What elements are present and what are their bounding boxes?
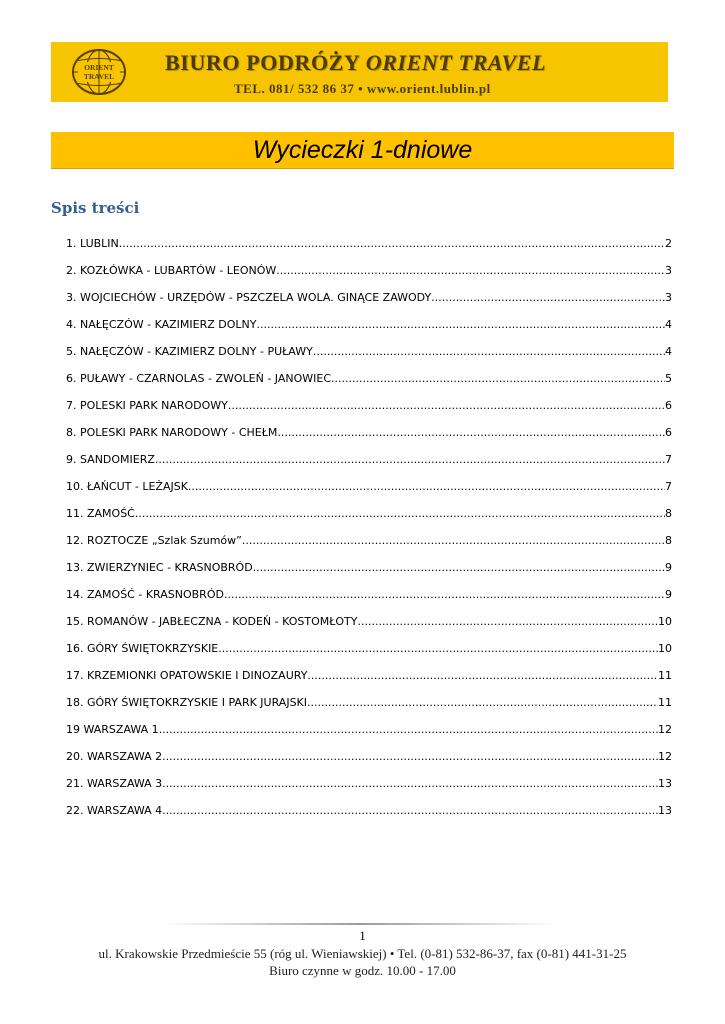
toc-dot-leader xyxy=(159,723,658,736)
toc-entry[interactable] xyxy=(66,318,672,345)
toc-entry-label: 4. NAŁĘCZÓW - KAZIMIERZ DOLNY xyxy=(66,318,257,331)
toc-entry-label: 3. WOJCIECHÓW - URZĘDÓW - PSZCZELA WOLA. GINĄCE ZAWODY xyxy=(66,291,432,304)
toc-entry-page: 8 xyxy=(665,507,672,520)
toc-dot-leader xyxy=(188,480,665,493)
toc-entry-label: 10. ŁAŃCUT - LEŻAJSK xyxy=(66,480,188,493)
toc-dot-leader xyxy=(276,264,665,277)
toc-entry[interactable] xyxy=(66,642,672,669)
toc-entry-page: 7 xyxy=(665,480,672,493)
toc-dot-leader xyxy=(242,534,665,547)
toc-entry-page: 11 xyxy=(658,696,672,709)
toc-entry-label: 14. ZAMOŚĆ - KRASNOBRÓD xyxy=(66,588,224,601)
toc-entry-page: 10 xyxy=(658,615,672,628)
toc-heading: Spis treści xyxy=(51,199,140,217)
toc-entry-label: 11. ZAMOŚĆ xyxy=(66,507,135,520)
toc-entry-page: 12 xyxy=(658,750,672,763)
toc-entry[interactable] xyxy=(66,480,672,507)
document-title: Wycieczki 1-dniowe xyxy=(252,136,473,164)
toc-entry-page: 6 xyxy=(665,426,672,439)
toc-dot-leader xyxy=(277,426,665,439)
toc-entry[interactable] xyxy=(66,588,672,615)
toc-entry-label: 8. POLESKI PARK NARODOWY - CHEŁM xyxy=(66,426,278,439)
toc-entry-label: 20. WARSZAWA 2 xyxy=(66,750,163,763)
toc-dot-leader xyxy=(155,453,665,466)
toc-entry[interactable] xyxy=(66,534,672,561)
toc-dot-leader xyxy=(313,345,665,358)
toc-dot-leader xyxy=(135,507,665,520)
toc-entry[interactable] xyxy=(66,345,672,372)
toc-entry-label: 5. NAŁĘCZÓW - KAZIMIERZ DOLNY - PUŁAWY xyxy=(66,345,313,358)
document-title-bar xyxy=(51,132,674,169)
toc-dot-leader xyxy=(119,237,665,250)
toc-entry[interactable] xyxy=(66,372,672,399)
toc-dot-leader xyxy=(307,669,658,682)
toc-entry-page: 11 xyxy=(658,669,672,682)
toc-entry-page: 8 xyxy=(665,534,672,547)
toc-entry-page: 4 xyxy=(665,318,672,331)
toc-entry-page: 13 xyxy=(658,777,672,790)
toc-entry-label: 6. PUŁAWY - CZARNOLAS - ZWOLEŃ - JANOWIEC xyxy=(66,372,332,385)
toc-entry[interactable] xyxy=(66,696,672,723)
toc-entry-label: 9. SANDOMIERZ xyxy=(66,453,155,466)
toc-dot-leader xyxy=(162,750,658,763)
toc-entry-page: 10 xyxy=(658,642,672,655)
toc-entry[interactable] xyxy=(66,777,672,804)
toc-entry[interactable] xyxy=(66,723,672,750)
logo-text-line-1: ORIENT xyxy=(84,63,114,72)
agency-contact: TEL. 081/ 532 86 37 • www.orient.lublin.pl xyxy=(234,81,491,96)
toc-entry[interactable] xyxy=(66,291,672,318)
toc-entry[interactable] xyxy=(66,669,672,696)
toc-entry-label: 2. KOZŁÓWKA - LUBARTÓW - LEONÓW xyxy=(66,264,277,277)
toc-dot-leader xyxy=(228,399,665,412)
toc-dot-leader xyxy=(218,642,658,655)
logo-text-line-2: TRAVEL xyxy=(83,72,115,81)
toc-dot-leader xyxy=(358,615,659,628)
toc-entry[interactable] xyxy=(66,750,672,777)
toc-entry-page: 2 xyxy=(665,237,672,250)
toc-entry-label: 18. GÓRY ŚWIĘTOKRZYSKIE I PARK JURAJSKI xyxy=(66,696,308,709)
toc-entry-label: 21. WARSZAWA 3 xyxy=(66,777,163,790)
toc-entry[interactable] xyxy=(66,561,672,588)
toc-entry-label: 12. ROZTOCZE „Szlak Szumów” xyxy=(66,534,242,547)
toc-entry-page: 5 xyxy=(665,372,672,385)
toc-dot-leader xyxy=(431,291,665,304)
toc-entry-label: 13. ZWIERZYNIEC - KRASNOBRÓD xyxy=(66,561,253,574)
toc-entry[interactable] xyxy=(66,804,672,831)
toc-entry-label: 7. POLESKI PARK NARODOWY xyxy=(66,399,228,412)
toc-entry[interactable] xyxy=(66,507,672,534)
agency-name-italic: ORIENT TRAVEL xyxy=(365,50,547,75)
footer-office-hours: Biuro czynne w godz. 10.00 - 17.00 xyxy=(269,963,456,978)
toc-dot-leader xyxy=(307,696,658,709)
toc-entry[interactable] xyxy=(66,453,672,480)
toc-dot-leader xyxy=(331,372,665,385)
toc-entry[interactable] xyxy=(66,426,672,453)
toc-entry-page: 4 xyxy=(665,345,672,358)
toc-entry-label: 16. GÓRY ŚWIĘTOKRZYSKIE xyxy=(66,642,219,655)
footer-divider xyxy=(160,923,560,925)
globe-logo-icon xyxy=(71,48,127,96)
toc-dot-leader xyxy=(224,588,665,601)
page-number: 1 xyxy=(359,928,366,943)
table-of-contents xyxy=(66,237,672,831)
toc-entry-label: 22. WARSZAWA 4 xyxy=(66,804,163,817)
toc-entry-page: 9 xyxy=(665,588,672,601)
toc-entry-page: 7 xyxy=(665,453,672,466)
toc-entry-label: 1. LUBLIN xyxy=(66,237,119,250)
agency-name xyxy=(165,50,546,76)
toc-entry-page: 6 xyxy=(665,399,672,412)
toc-entry[interactable] xyxy=(66,237,672,264)
toc-entry[interactable] xyxy=(66,264,672,291)
toc-entry-page: 3 xyxy=(665,291,672,304)
toc-entry-label: 17. KRZEMIONKI OPATOWSKIE I DINOZAURY xyxy=(66,669,308,682)
toc-entry-page: 13 xyxy=(658,804,672,817)
toc-dot-leader xyxy=(162,804,658,817)
toc-dot-leader xyxy=(253,561,665,574)
toc-entry-label: 15. ROMANÓW - JABŁECZNA - KODEŃ - KOSTOMŁOTY xyxy=(66,615,358,628)
header-banner xyxy=(51,42,668,102)
toc-entry-page: 12 xyxy=(658,723,672,736)
toc-entry-page: 9 xyxy=(665,561,672,574)
footer-address: ul. Krakowskie Przedmieście 55 (róg ul. Wieniawskiej) • Tel. (0-81) 532-86-37, fax (0-81) 441-31-25 xyxy=(98,946,627,961)
toc-entry-label: 19 WARSZAWA 1 xyxy=(66,723,159,736)
toc-entry-page: 3 xyxy=(665,264,672,277)
toc-dot-leader xyxy=(162,777,658,790)
toc-entry[interactable] xyxy=(66,399,672,426)
toc-entry[interactable] xyxy=(66,615,672,642)
toc-dot-leader xyxy=(256,318,665,331)
agency-name-plain: BIURO PODRÓŻY xyxy=(165,50,366,75)
